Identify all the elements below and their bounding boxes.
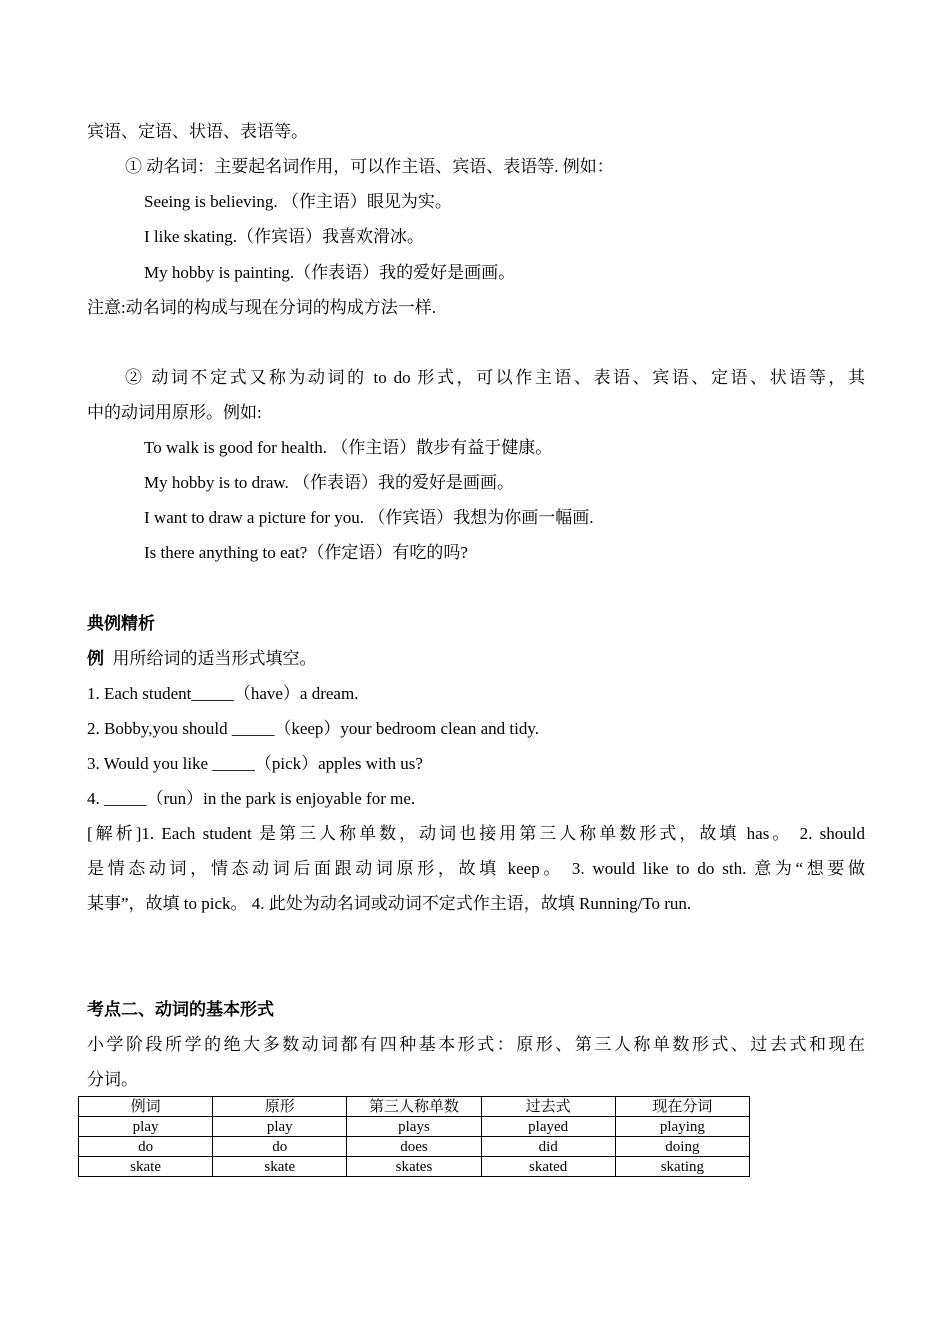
gerund-example-1: Seeing is believing. （作主语）眼见为实。 [144, 192, 452, 211]
exercise-question-1: 1. Each student_____（have）a dream. [87, 684, 359, 703]
table-cell: do [79, 1137, 213, 1157]
table-header-cell: 现在分词 [615, 1097, 749, 1117]
table-header-row [79, 1097, 750, 1117]
example-instruction-line [87, 648, 317, 670]
table-row [79, 1117, 750, 1137]
table-cell: play [213, 1117, 347, 1137]
table-cell: skates [347, 1157, 481, 1177]
gerund-example-3: My hobby is painting.（作表语）我的爱好是画画。 [144, 263, 516, 282]
table-cell: did [481, 1137, 615, 1157]
table-cell: skate [79, 1157, 213, 1177]
table-header-cell: 过去式 [481, 1097, 615, 1117]
infinitive-definition-2: 中的动词用原形。例如: [87, 403, 262, 422]
gerund-example-2: I like skating.（作宾语）我喜欢滑冰。 [144, 227, 425, 246]
intro-tail-line: 宾语、定语、状语、表语等。 [87, 122, 308, 141]
analysis-line-1: [解析]1. Each student 是第三人称单数，动词也接用第三人称单数形式，故填 has。 2. should [87, 824, 865, 843]
table-header-cell: 第三人称单数 [347, 1097, 481, 1117]
exercise-question-4: 4. _____（run）in the park is enjoyable for me. [87, 789, 416, 808]
exercise-question-2: 2. Bobby,you should _____（keep）your bedroom clean and tidy. [87, 719, 540, 738]
table-cell: doing [615, 1137, 749, 1157]
table-header-cell: 例词 [79, 1097, 213, 1117]
note-line: 注意:动名词的构成与现在分词的构成方法一样. [87, 298, 436, 317]
analysis-line-2: 是情态动词，情态动词后面跟动词原形，故填 keep。 3. would like to do sth. 意为“想要做 [87, 859, 865, 878]
infinitive-example-3: I want to draw a picture for you. （作宾语）我想为你画一幅画. [144, 508, 594, 527]
table-row [79, 1157, 750, 1177]
table-cell: skated [481, 1157, 615, 1177]
section2-description-1: 小学阶段所学的绝大多数动词都有四种基本形式：原形、第三人称单数形式、过去式和现在 [87, 1035, 865, 1054]
table-header-cell: 原形 [213, 1097, 347, 1117]
section2-heading: 考点二、动词的基本形式 [87, 1000, 274, 1019]
infinitive-example-1: To walk is good for health. （作主语）散步有益于健康。 [144, 438, 553, 457]
table-cell: does [347, 1137, 481, 1157]
infinitive-example-4: Is there anything to eat?（作定语）有吃的吗? [144, 543, 468, 562]
gerund-definition: ① 动名词：主要起名词作用，可以作主语、宾语、表语等. 例如： [125, 157, 614, 176]
exercise-question-3: 3. Would you like _____（pick）apples with us? [87, 754, 423, 773]
table-cell: skate [213, 1157, 347, 1177]
example-label: 例 [87, 649, 104, 668]
verb-forms-table [78, 1096, 750, 1177]
infinitive-example-2: My hobby is to draw. （作表语）我的爱好是画画。 [144, 473, 515, 492]
table-cell: plays [347, 1117, 481, 1137]
example-instruction: 用所给词的适当形式填空。 [112, 649, 317, 668]
table-row [79, 1137, 750, 1157]
table-cell: playing [615, 1117, 749, 1137]
infinitive-definition-1: ② 动词不定式又称为动词的 to do 形式，可以作主语、表语、宾语、定语、状语等，其 [125, 368, 865, 387]
table-cell: skating [615, 1157, 749, 1177]
section2-description-2: 分词。 [87, 1070, 138, 1089]
analysis-line-3: 某事”，故填 to pick。 4. 此处为动名词或动词不定式作主语，故填 Running/To run. [87, 894, 692, 913]
example-section-heading: 典例精析 [87, 614, 155, 633]
table-cell: play [79, 1117, 213, 1137]
table-cell: do [213, 1137, 347, 1157]
table-cell: played [481, 1117, 615, 1137]
